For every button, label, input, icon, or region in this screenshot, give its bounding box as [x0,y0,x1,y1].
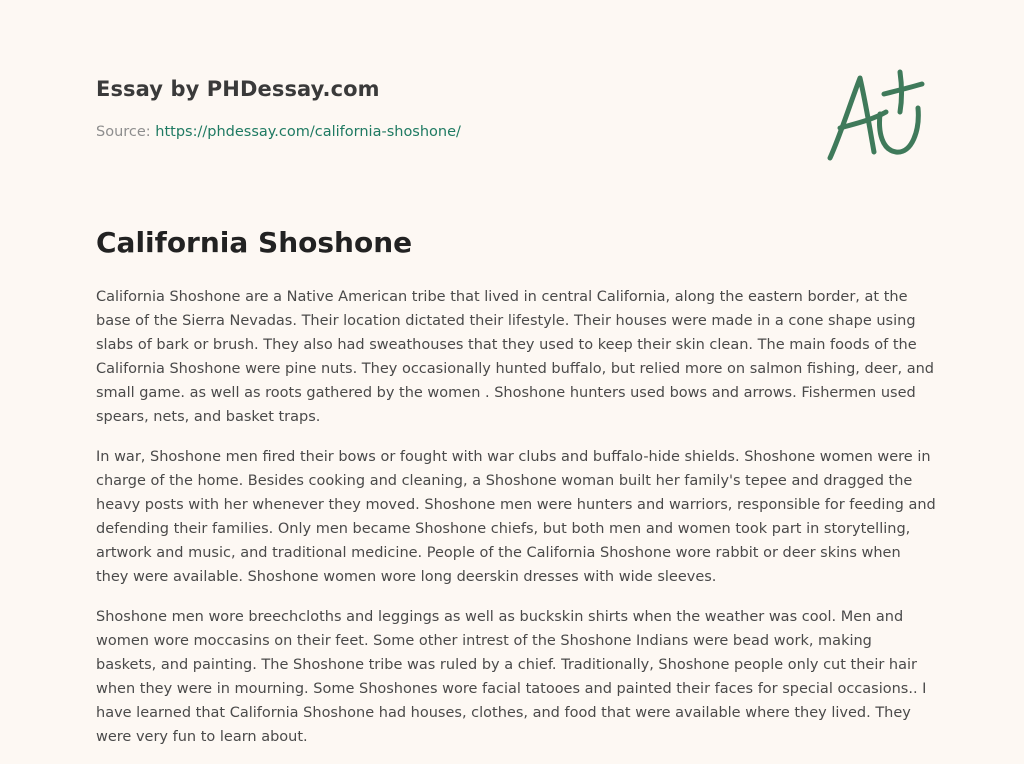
essay-paragraph: Shoshone men wore breechcloths and leggings as well as buckskin shirts when the weather was cool. Men and women wore moccasins on their feet. Some other intrest of the Shoshone Indians were bead work, making baskets, and painting. The Shoshone tribe was ruled by a chief. Traditionally, Shoshone people only cut their hair when they were in mourning. Some Shoshones wore facial tatooes and painted their faces for special occasions.. I have learned that California Shoshone had houses, clothes, and food that were available where they lived. They were very fun to learn about. [96,609,927,745]
essay-paragraph: In war, Shoshone men fired their bows or fought with war clubs and buffalo-hide shields. Shoshone women were in charge of the home. Besides cooking and cleaning, a Shoshone woman built her family's tepee and dragged the heavy posts with her whenever they moved. Shoshone men were hunters and warriors, responsible for feeding and defending their families. Only men became Shoshone chiefs, but both men and women took part in storytelling, artwork and music, and traditional medicine. People of the California Shoshone wore rabbit or deer skins when they were available. Shoshone women wore long deerskin dresses with wide sleeves. [96,449,936,585]
page-title: California Shoshone [96,226,413,259]
source-label: Source: [96,124,151,140]
a-plus-grade-icon [820,66,930,166]
site-brand: Essay by PHDessay.com [96,77,380,101]
essay-body [96,285,936,764]
source-link[interactable]: https://phdessay.com/california-shoshone/ [155,124,461,140]
source-line [96,124,461,140]
essay-paragraph: California Shoshone are a Native American tribe that lived in central California, along the eastern border, at the base of the Sierra Nevadas. Their location dictated their lifestyle. Their houses were made in a cone shape using slabs of bark or brush. They also had sweathouses that they used to keep their skin clean. The main foods of the California Shoshone were pine nuts. They occasionally hunted buffalo, but relied more on salmon fishing, deer, and small game. as well as roots gathered by the women . Shoshone hunters used bows and arrows. Fishermen used spears, nets, and basket traps. [96,289,934,425]
